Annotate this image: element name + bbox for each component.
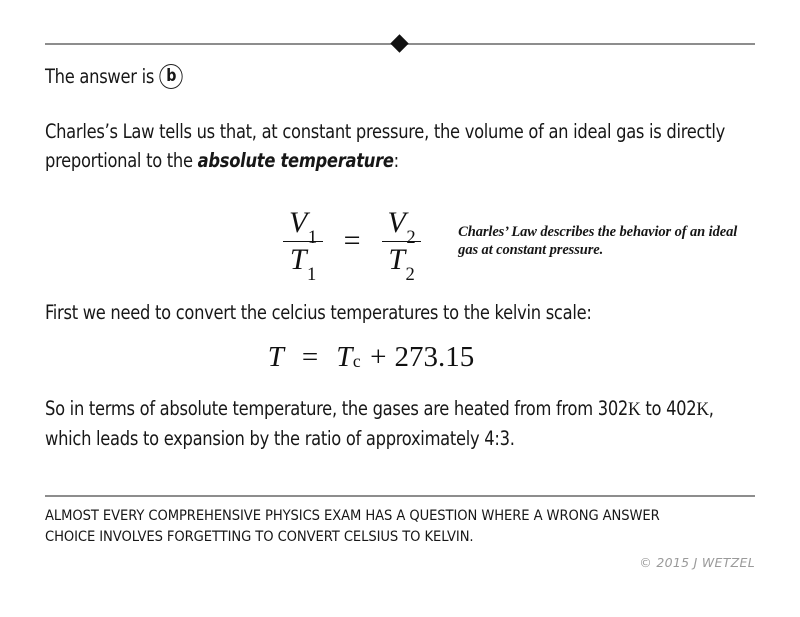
conclusion-part1: So in terms of absolute temperature, the gases are heated from from 302 (45, 396, 629, 420)
footer-note: ALMOST EVERY COMPREHENSIVE PHYSICS EXAM HAS A QUESTION WHERE A WRONG ANSWER CHOICE INVOLVES FORGETTING TO CONVERT CELSIUS TO KELVIN. (45, 507, 660, 545)
fraction-right-numerator (382, 205, 422, 248)
diamond-marker-icon (390, 34, 408, 52)
subscript-v2: 2 (406, 227, 416, 248)
spacer-2 (45, 278, 757, 298)
solution-body (45, 62, 757, 453)
variable-v2: V (387, 206, 406, 239)
plus-sign: + (370, 340, 387, 373)
variable-t: T (267, 340, 284, 373)
charles-law-equation-row (45, 205, 757, 286)
kelvin-constant: 273.15 (394, 340, 475, 373)
intro-paragraph (45, 117, 757, 175)
subscript-v1: 1 (307, 227, 318, 248)
variable-v1: V (289, 206, 308, 239)
charles-law-annotation: Charles’ Law describes the behavior of an ideal gas at constant pressure. (458, 224, 738, 259)
intro-emphasis: absolute temperature (197, 149, 394, 172)
kelvin-unit-1: K (628, 398, 641, 420)
spacer-3 (45, 374, 757, 394)
equals-sign: = (343, 224, 361, 258)
conversion-paragraph: First we need to convert the celcius temperatures to the kelvin scale: (45, 300, 592, 324)
intro-text-part1: Charles’s Law tells us that, at constant pressure, the volume of an ideal gas is directly preportional to the (45, 120, 725, 172)
spacer (45, 91, 757, 117)
fraction-left-numerator (283, 205, 323, 248)
variable-tc: T (336, 340, 353, 373)
copyright-notice: © 2015 J WETZEL (639, 555, 755, 570)
variable-t1: T (289, 243, 307, 277)
conclusion-part3: , which leads to expansion by the ratio of approximately 4:3. (45, 396, 714, 450)
subscript-t2: 2 (405, 264, 415, 286)
intro-text-part2: : (393, 149, 399, 172)
answer-line (45, 62, 757, 91)
answer-choice-badge: b (160, 64, 183, 89)
footer-divider-line (45, 495, 755, 497)
kelvin-unit-2: K (696, 398, 709, 420)
conclusion-paragraph (45, 394, 757, 453)
answer-lead-text: The answer is (45, 65, 155, 88)
conclusion-part2: to 402 (640, 396, 697, 420)
variable-t2: T (388, 243, 406, 277)
kelvin-equation-row (45, 341, 757, 374)
kelvin-equals-sign: = (301, 340, 319, 373)
kelvin-equation: T = T c + 273.15 (267, 340, 475, 373)
subscript-t1: 1 (307, 264, 317, 286)
top-divider (45, 36, 755, 58)
charles-law-equation (280, 205, 424, 286)
fraction-left (283, 205, 323, 286)
fraction-right (382, 205, 422, 286)
